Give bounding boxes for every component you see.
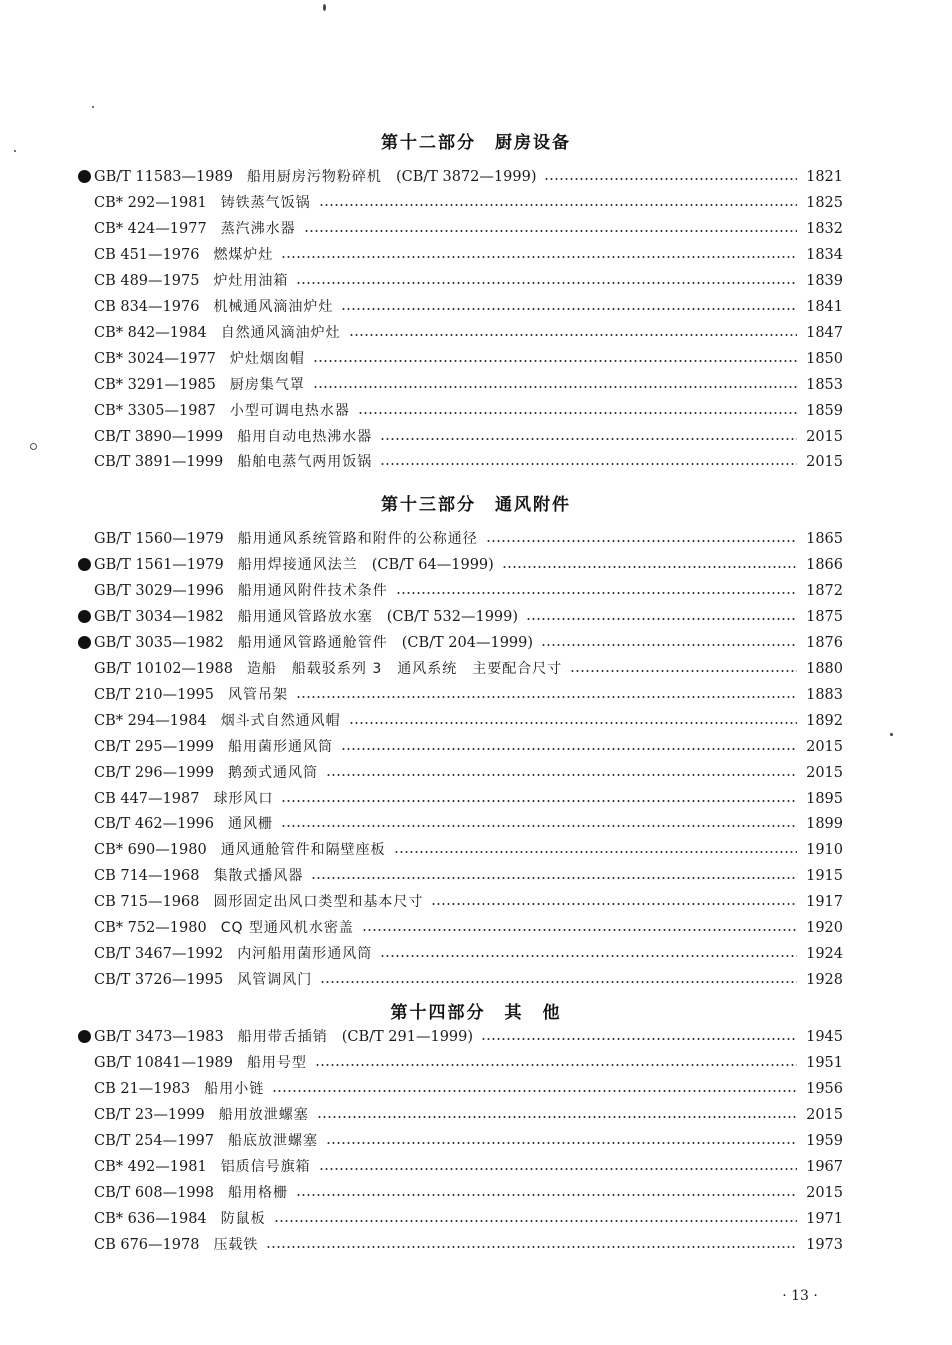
standard-title: 船用焊接通风法兰: [237, 557, 358, 573]
standard-code: GB/T 3473—1983: [94, 1029, 224, 1045]
section-title: 第十二部分 厨房设备: [381, 133, 571, 153]
standard-code: CB* 3291—1985: [94, 377, 216, 393]
toc-entry[interactable]: [94, 710, 843, 732]
toc-entry[interactable]: [94, 891, 843, 913]
dot-leader: [320, 981, 797, 983]
dot-leader: [319, 1168, 797, 1170]
page-reference: 1876: [806, 635, 843, 651]
page-reference: 1850: [806, 351, 843, 367]
toc-entry[interactable]: [94, 451, 843, 473]
standard-title: 船用通风管路通舱管件: [237, 635, 388, 651]
dot-leader: [313, 386, 797, 388]
standard-title: 船用通风管路放水塞: [237, 609, 373, 625]
page-reference: 1859: [806, 403, 843, 419]
toc-entry[interactable]: [94, 166, 843, 188]
standard-title: 船底放泄螺塞: [228, 1133, 318, 1149]
standard-title: 燃煤炉灶: [213, 247, 274, 263]
standard-code: GB/T 10102—1988: [94, 661, 233, 677]
dot-leader: [341, 308, 797, 310]
standard-title: 厨房集气罩: [229, 377, 305, 393]
dot-leader: [380, 463, 797, 465]
standard-title: 船用号型: [246, 1055, 307, 1071]
replacement-standard: (CB/T 64—1999): [371, 557, 494, 573]
dot-leader: [281, 800, 797, 802]
page-reference: 2015: [806, 429, 843, 445]
standard-title: 蒸汽沸水器: [220, 221, 296, 237]
standard-title: 铝质信号旗箱: [220, 1159, 311, 1175]
page-reference: 2015: [806, 765, 843, 781]
page-number: · 13 ·: [782, 1288, 818, 1304]
toc-entry[interactable]: [94, 270, 843, 292]
toc-entry[interactable]: [94, 943, 843, 965]
standard-title: 自然通风滴油炉灶: [220, 325, 341, 341]
standard-code: CB/T 23—1999: [94, 1107, 205, 1123]
standard-code: CB/T 295—1999: [94, 739, 214, 755]
dot-leader: [349, 722, 797, 724]
page-reference: 1959: [806, 1133, 843, 1149]
standard-title: 船用自动电热沸水器: [237, 429, 373, 445]
page-reference: 1872: [806, 583, 843, 599]
page-reference: 1951: [806, 1055, 843, 1071]
standard-code: CB 834—1976: [94, 299, 200, 315]
toc-entry[interactable]: [94, 1208, 843, 1230]
dot-leader: [281, 256, 797, 258]
page-reference: 1853: [806, 377, 843, 393]
standard-title: 圆形固定出风口类型和基本尺寸: [213, 894, 424, 910]
toc-entry[interactable]: [94, 813, 843, 835]
standard-code: CB* 3024—1977: [94, 351, 216, 367]
standard-title: 船用通风附件技术条件: [237, 583, 388, 599]
dot-leader: [311, 877, 797, 879]
scan-speck: [890, 733, 893, 736]
dot-leader: [526, 618, 797, 620]
replacement-standard: (CB/T 532—1999): [386, 609, 519, 625]
page-reference: 1832: [806, 221, 843, 237]
toc-entry[interactable]: [94, 865, 843, 887]
replacement-standard: (CB/T 291—1999): [341, 1029, 474, 1045]
standard-code: CB/T 3467—1992: [94, 946, 224, 962]
standard-title: 造船 船载驳系列 3 通风系统 主要配合尺寸: [246, 661, 563, 677]
standard-title: 炉灶烟囱帽: [229, 351, 305, 367]
dot-leader: [349, 334, 797, 336]
page-reference: 1883: [806, 687, 843, 703]
standard-code: CB/T 608—1998: [94, 1185, 214, 1201]
standard-title: 球形风口: [213, 791, 274, 807]
toc-entry[interactable]: [94, 580, 843, 602]
page-reference: 1920: [806, 920, 843, 936]
toc-entry[interactable]: [94, 218, 843, 240]
dot-leader: [315, 1064, 797, 1066]
toc-entry[interactable]: [94, 528, 843, 550]
page-reference: 1821: [806, 169, 843, 185]
standard-title: 船用格栅: [228, 1185, 288, 1201]
dot-leader: [319, 204, 797, 206]
standard-code: CB 489—1975: [94, 273, 200, 289]
toc-entry[interactable]: [94, 788, 843, 810]
page-reference: 1956: [806, 1081, 843, 1097]
standard-code: CB* 752—1980: [94, 920, 207, 936]
page-reference: 1928: [806, 972, 843, 988]
standard-code: CB* 424—1977: [94, 221, 207, 237]
dot-leader: [304, 230, 797, 232]
toc-entry[interactable]: [94, 1130, 843, 1152]
toc-entry[interactable]: [94, 917, 843, 939]
page-reference: 1899: [806, 816, 843, 832]
standard-code: CB* 292—1981: [94, 195, 207, 211]
page-reference: 2015: [806, 1185, 843, 1201]
dot-leader: [380, 955, 797, 957]
standard-title: 通风栅: [228, 816, 273, 832]
standard-code: CB 451—1976: [94, 247, 200, 263]
toc-entry[interactable]: [94, 632, 843, 654]
standard-title: 船舶电蒸气两用饭锅: [237, 454, 373, 470]
standard-code: GB/T 3034—1982: [94, 609, 224, 625]
page-reference: 1917: [806, 894, 843, 910]
standard-code: GB/T 10841—1989: [94, 1055, 233, 1071]
dot-leader: [296, 1194, 797, 1196]
page-reference: 1924: [806, 946, 843, 962]
dot-leader: [481, 1038, 797, 1040]
dot-leader: [296, 282, 797, 284]
page-reference: 1865: [806, 531, 843, 547]
dot-leader: [362, 929, 797, 931]
standard-code: GB/T 11583—1989: [94, 169, 233, 185]
standard-title: 小型可调电热水器: [229, 403, 350, 419]
toc-entry[interactable]: [94, 762, 843, 784]
toc-entry[interactable]: [94, 348, 843, 370]
standard-code: GB/T 3029—1996: [94, 583, 224, 599]
standard-code: GB/T 1560—1979: [94, 531, 224, 547]
standard-code: CB* 690—1980: [94, 842, 207, 858]
standard-code: CB/T 3890—1999: [94, 429, 224, 445]
dot-leader: [544, 178, 797, 180]
standard-code: GB/T 1561—1979: [94, 557, 224, 573]
dot-leader: [394, 851, 797, 853]
page-reference: 1945: [806, 1029, 843, 1045]
dot-leader: [272, 1090, 797, 1092]
page-reference: 1841: [806, 299, 843, 315]
standard-title: 船用放泄螺塞: [218, 1107, 309, 1123]
standard-title: 炉灶用油箱: [213, 273, 289, 289]
page-reference: 1895: [806, 791, 843, 807]
dot-leader: [570, 670, 797, 672]
page-reference: 1915: [806, 868, 843, 884]
dot-leader: [296, 696, 797, 698]
toc-entry[interactable]: [94, 554, 843, 576]
standard-title: 烟斗式自然通风帽: [220, 713, 341, 729]
replacement-standard: (CB/T 3872—1999): [395, 169, 537, 185]
standard-code: CB/T 3726—1995: [94, 972, 224, 988]
dot-leader: [326, 774, 797, 776]
toc-entry[interactable]: [94, 1026, 843, 1048]
standard-title: 船用通风系统管路和附件的公称通径: [237, 531, 478, 547]
page-reference: 1971: [806, 1211, 843, 1227]
toc-entry[interactable]: [94, 1104, 843, 1126]
toc-entry[interactable]: [94, 969, 843, 991]
standard-title: CQ 型通风机水密盖: [220, 920, 354, 936]
standard-code: CB 715—1968: [94, 894, 200, 910]
standard-code: GB/T 3035—1982: [94, 635, 224, 651]
toc-entry[interactable]: [94, 374, 843, 396]
standard-title: 鹅颈式通风筒: [228, 765, 318, 781]
revised-standard-bullet-icon: [78, 1030, 91, 1043]
dot-leader: [317, 1116, 797, 1118]
toc-entry[interactable]: [94, 192, 843, 214]
page-reference: 1839: [806, 273, 843, 289]
standard-code: CB/T 296—1999: [94, 765, 214, 781]
revised-standard-bullet-icon: [78, 170, 91, 183]
page-reference: 1875: [806, 609, 843, 625]
scan-speck: [14, 150, 16, 152]
standard-title: 铸铁蒸气饭锅: [220, 195, 311, 211]
standard-title: 集散式播风器: [213, 868, 304, 884]
revised-standard-bullet-icon: [78, 636, 91, 649]
dot-leader: [281, 825, 797, 827]
dot-leader: [502, 566, 797, 568]
page-reference: 2015: [806, 1107, 843, 1123]
standard-title: 通风通舱管件和隔壁座板: [220, 842, 386, 858]
page-reference: 2015: [806, 454, 843, 470]
section-title: 第十四部分 其 他: [390, 1003, 562, 1023]
page-reference: 1834: [806, 247, 843, 263]
scan-speck: [30, 443, 37, 450]
dot-leader: [313, 360, 797, 362]
standard-title: 船用厨房污物粉碎机: [246, 169, 382, 185]
dot-leader: [358, 412, 797, 414]
standard-title: 船用带舌插销: [237, 1029, 328, 1045]
scan-speck: [323, 4, 326, 11]
toc-entry[interactable]: [94, 1052, 843, 1074]
standard-title: 船用小链: [204, 1081, 265, 1097]
dot-leader: [486, 540, 797, 542]
page-reference: 1910: [806, 842, 843, 858]
dot-leader: [274, 1220, 797, 1222]
page-reference: 1892: [806, 713, 843, 729]
page-reference: 1866: [806, 557, 843, 573]
replacement-standard: (CB/T 204—1999): [401, 635, 534, 651]
dot-leader: [541, 644, 797, 646]
toc-entry[interactable]: [94, 1182, 843, 1204]
dot-leader: [266, 1246, 797, 1248]
scan-speck: [92, 106, 94, 108]
standard-code: CB 714—1968: [94, 868, 200, 884]
toc-entry[interactable]: [94, 606, 843, 628]
toc-entry[interactable]: [94, 296, 843, 318]
toc-entry[interactable]: [94, 736, 843, 758]
section-title: 第十三部分 通风附件: [381, 495, 571, 515]
toc-entry[interactable]: [94, 400, 843, 422]
dot-leader: [380, 438, 797, 440]
toc-entry[interactable]: [94, 839, 843, 861]
standard-code: CB* 3305—1987: [94, 403, 216, 419]
standard-code: CB* 842—1984: [94, 325, 207, 341]
standard-code: CB/T 254—1997: [94, 1133, 214, 1149]
toc-entry[interactable]: [94, 1234, 843, 1256]
standard-title: 风管调风门: [237, 972, 313, 988]
toc-entry[interactable]: [94, 322, 843, 344]
standard-code: CB* 492—1981: [94, 1159, 207, 1175]
dot-leader: [341, 748, 797, 750]
dot-leader: [396, 592, 797, 594]
standard-title: 压载铁: [213, 1237, 259, 1253]
standard-code: CB 676—1978: [94, 1237, 200, 1253]
standard-code: CB* 636—1984: [94, 1211, 207, 1227]
revised-standard-bullet-icon: [78, 558, 91, 571]
standard-title: 防鼠板: [220, 1211, 266, 1227]
standard-title: 风管吊架: [228, 687, 288, 703]
toc-entry[interactable]: [94, 684, 843, 706]
standard-code: CB/T 210—1995: [94, 687, 214, 703]
standard-code: CB 447—1987: [94, 791, 200, 807]
revised-standard-bullet-icon: [78, 610, 91, 623]
page-reference: 1967: [806, 1159, 843, 1175]
toc-entry[interactable]: [94, 244, 843, 266]
page-reference: 1880: [806, 661, 843, 677]
dot-leader: [326, 1142, 797, 1144]
page-reference: 1973: [806, 1237, 843, 1253]
standard-title: 内河船用菌形通风筒: [237, 946, 373, 962]
toc-entry[interactable]: [94, 1156, 843, 1178]
toc-entry[interactable]: [94, 1078, 843, 1100]
standard-code: CB* 294—1984: [94, 713, 207, 729]
toc-entry[interactable]: [94, 658, 843, 680]
standard-code: CB 21—1983: [94, 1081, 191, 1097]
standard-code: CB/T 462—1996: [94, 816, 214, 832]
standard-title: 机械通风滴油炉灶: [213, 299, 334, 315]
page-reference: 2015: [806, 739, 843, 755]
toc-entry[interactable]: [94, 426, 843, 448]
standard-title: 船用菌形通风筒: [228, 739, 333, 755]
standard-code: CB/T 3891—1999: [94, 454, 224, 470]
dot-leader: [431, 903, 797, 905]
page-reference: 1847: [806, 325, 843, 341]
page-reference: 1825: [806, 195, 843, 211]
